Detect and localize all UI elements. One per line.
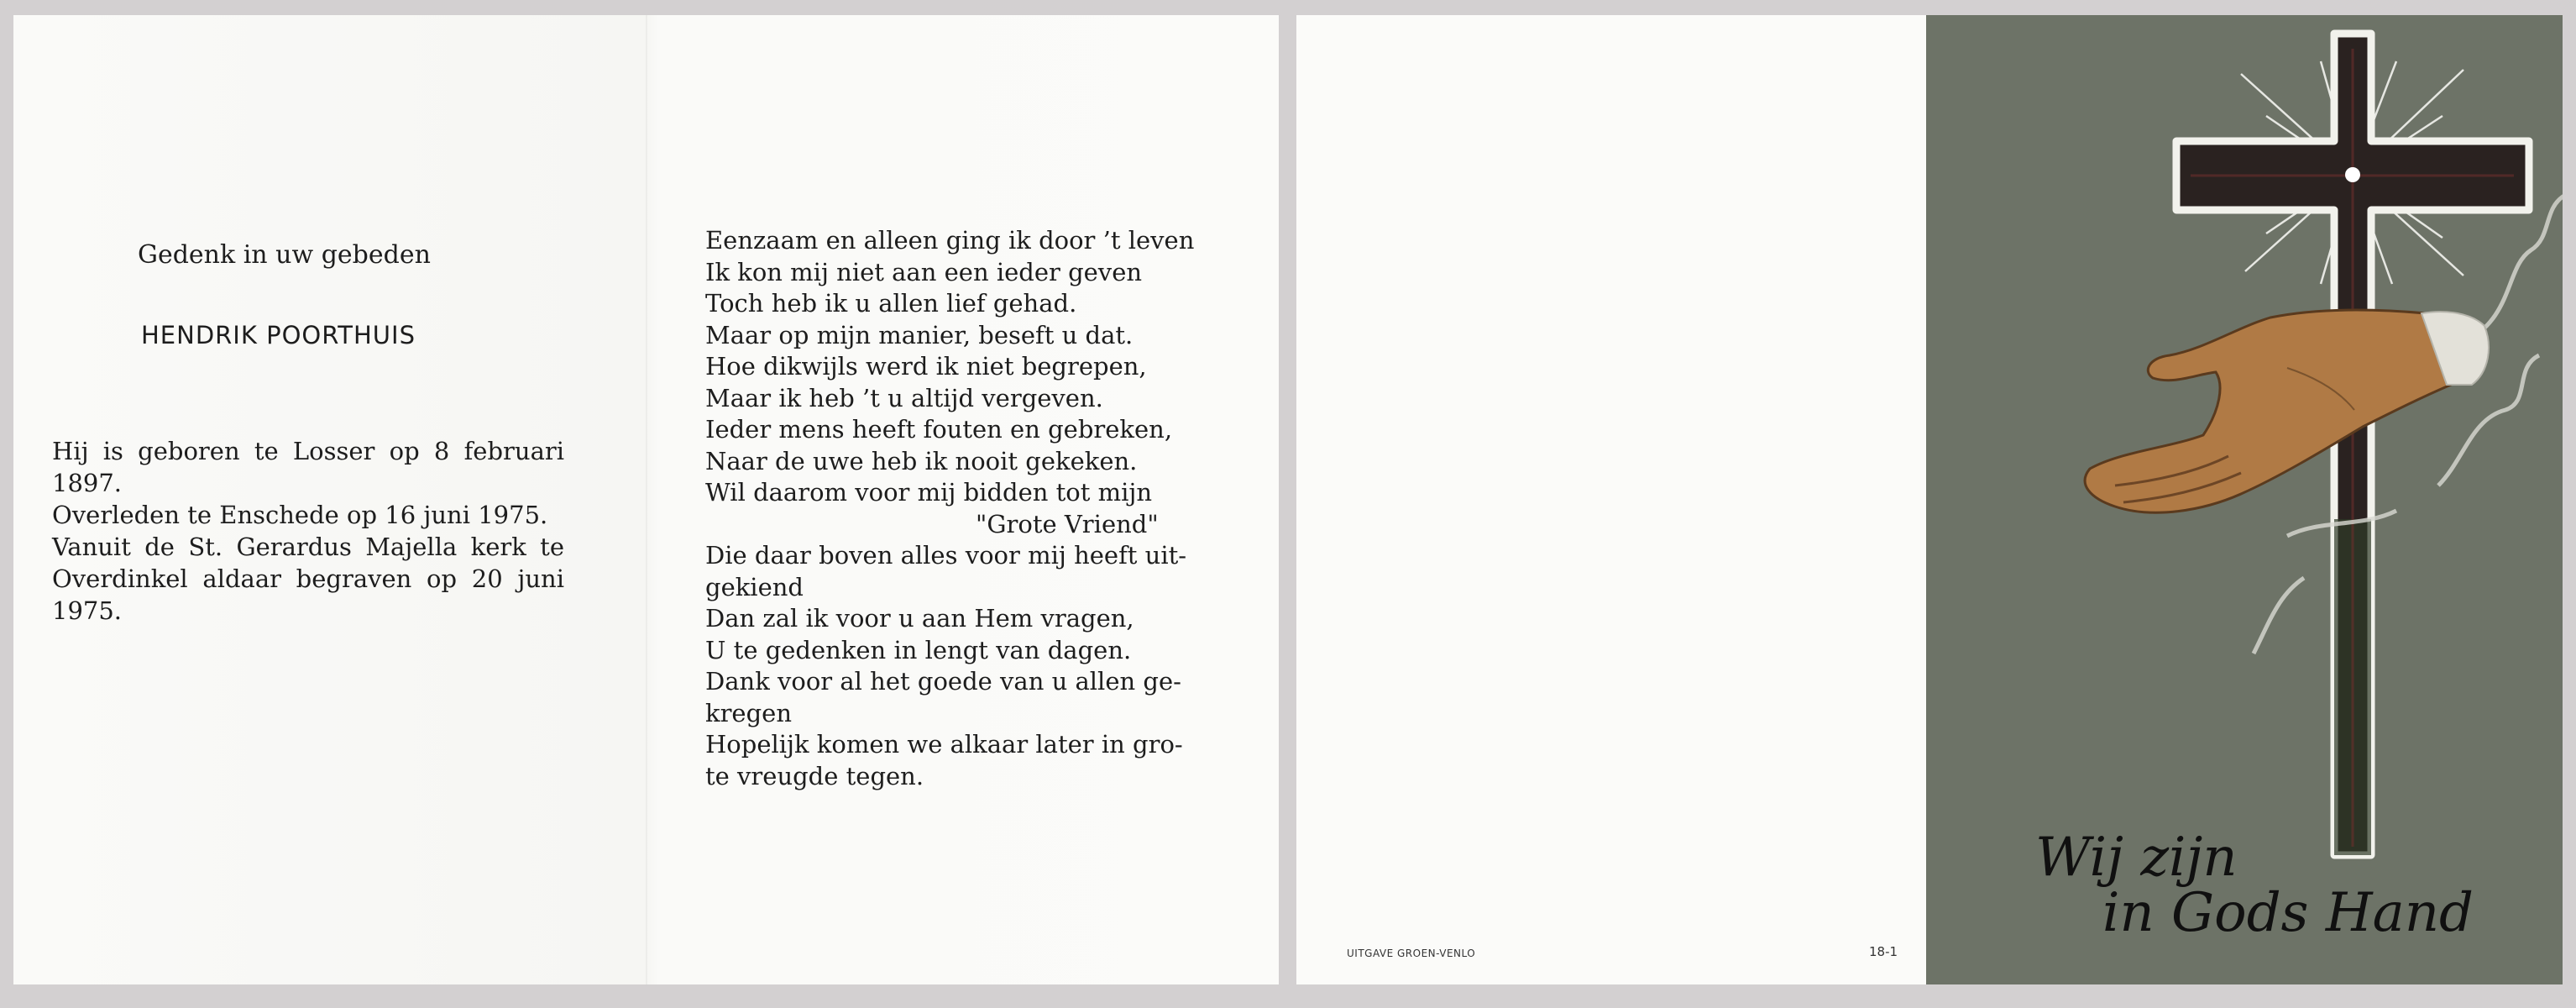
poem-line: te vreugde tegen. xyxy=(705,761,924,790)
poem-line: Hoe dikwijls werd ik niet begrepen, xyxy=(705,352,1147,381)
poem-line: Maar ik heb ’t u altijd vergeven. xyxy=(705,383,1103,412)
poem-line: Die daar boven alles voor mij heeft uit- xyxy=(705,541,1187,570)
poem-line: Hopelijk komen we alkaar later in gro- xyxy=(705,730,1183,759)
death-text: Overleden te Enschede op 16 juni 1975. xyxy=(52,501,548,529)
biography xyxy=(52,435,564,627)
poem-line: Naar de uwe heb ik nooit gekeken. xyxy=(705,446,1138,475)
poem-line: Toch heb ik u allen lief gehad. xyxy=(705,289,1077,318)
poem-line: gekiend xyxy=(705,572,804,601)
poem-line: kregen xyxy=(705,698,793,727)
poem-line: Dank voor al het goede van u allen ge- xyxy=(705,667,1181,696)
motto-line-2: in Gods Hand xyxy=(2102,882,2474,944)
poem-line: Eenzaam en alleen ging ik door ’t leven xyxy=(705,226,1195,255)
front-cover xyxy=(1926,15,2563,984)
center-fold xyxy=(646,15,647,984)
poem-line: U te gedenken in lengt van dagen. xyxy=(705,635,1132,664)
birth-text: Hij is geboren te Losser op 8 februari 1897. xyxy=(52,437,564,497)
motto-line-1: Wij zijn xyxy=(2035,827,2238,889)
poem-line: "Grote Vriend" xyxy=(976,509,1159,538)
poem-line: Ieder mens heeft fouten en gebreken, xyxy=(705,415,1173,444)
cover-motto xyxy=(2035,827,2474,944)
deceased-name: HENDRIK POORTHUIS xyxy=(141,321,416,349)
poem-line: Dan zal ik voor u aan Hem vragen, xyxy=(705,604,1134,633)
publisher-imprint: UITGAVE GROEN-VENLO xyxy=(1347,948,1476,959)
poem-line: Maar op mijn manier, beseft u dat. xyxy=(705,320,1134,349)
poem-line: Wil daarom voor mij bidden tot mijn xyxy=(705,478,1153,507)
burial-text: Vanuit de St. Gerardus Majella kerk te Overdinkel aldaar begraven op 20 juni 1975. xyxy=(52,533,564,625)
inside-spread xyxy=(13,15,1279,984)
hand-icon xyxy=(2085,310,2489,512)
card-code: 18-1 xyxy=(1869,944,1898,959)
outside-spread xyxy=(1296,15,2563,984)
remembrance-heading: Gedenk in uw gebeden xyxy=(138,240,431,270)
poem xyxy=(705,225,1226,792)
poem-line: Ik kon mij niet aan een ieder geven xyxy=(705,257,1143,286)
